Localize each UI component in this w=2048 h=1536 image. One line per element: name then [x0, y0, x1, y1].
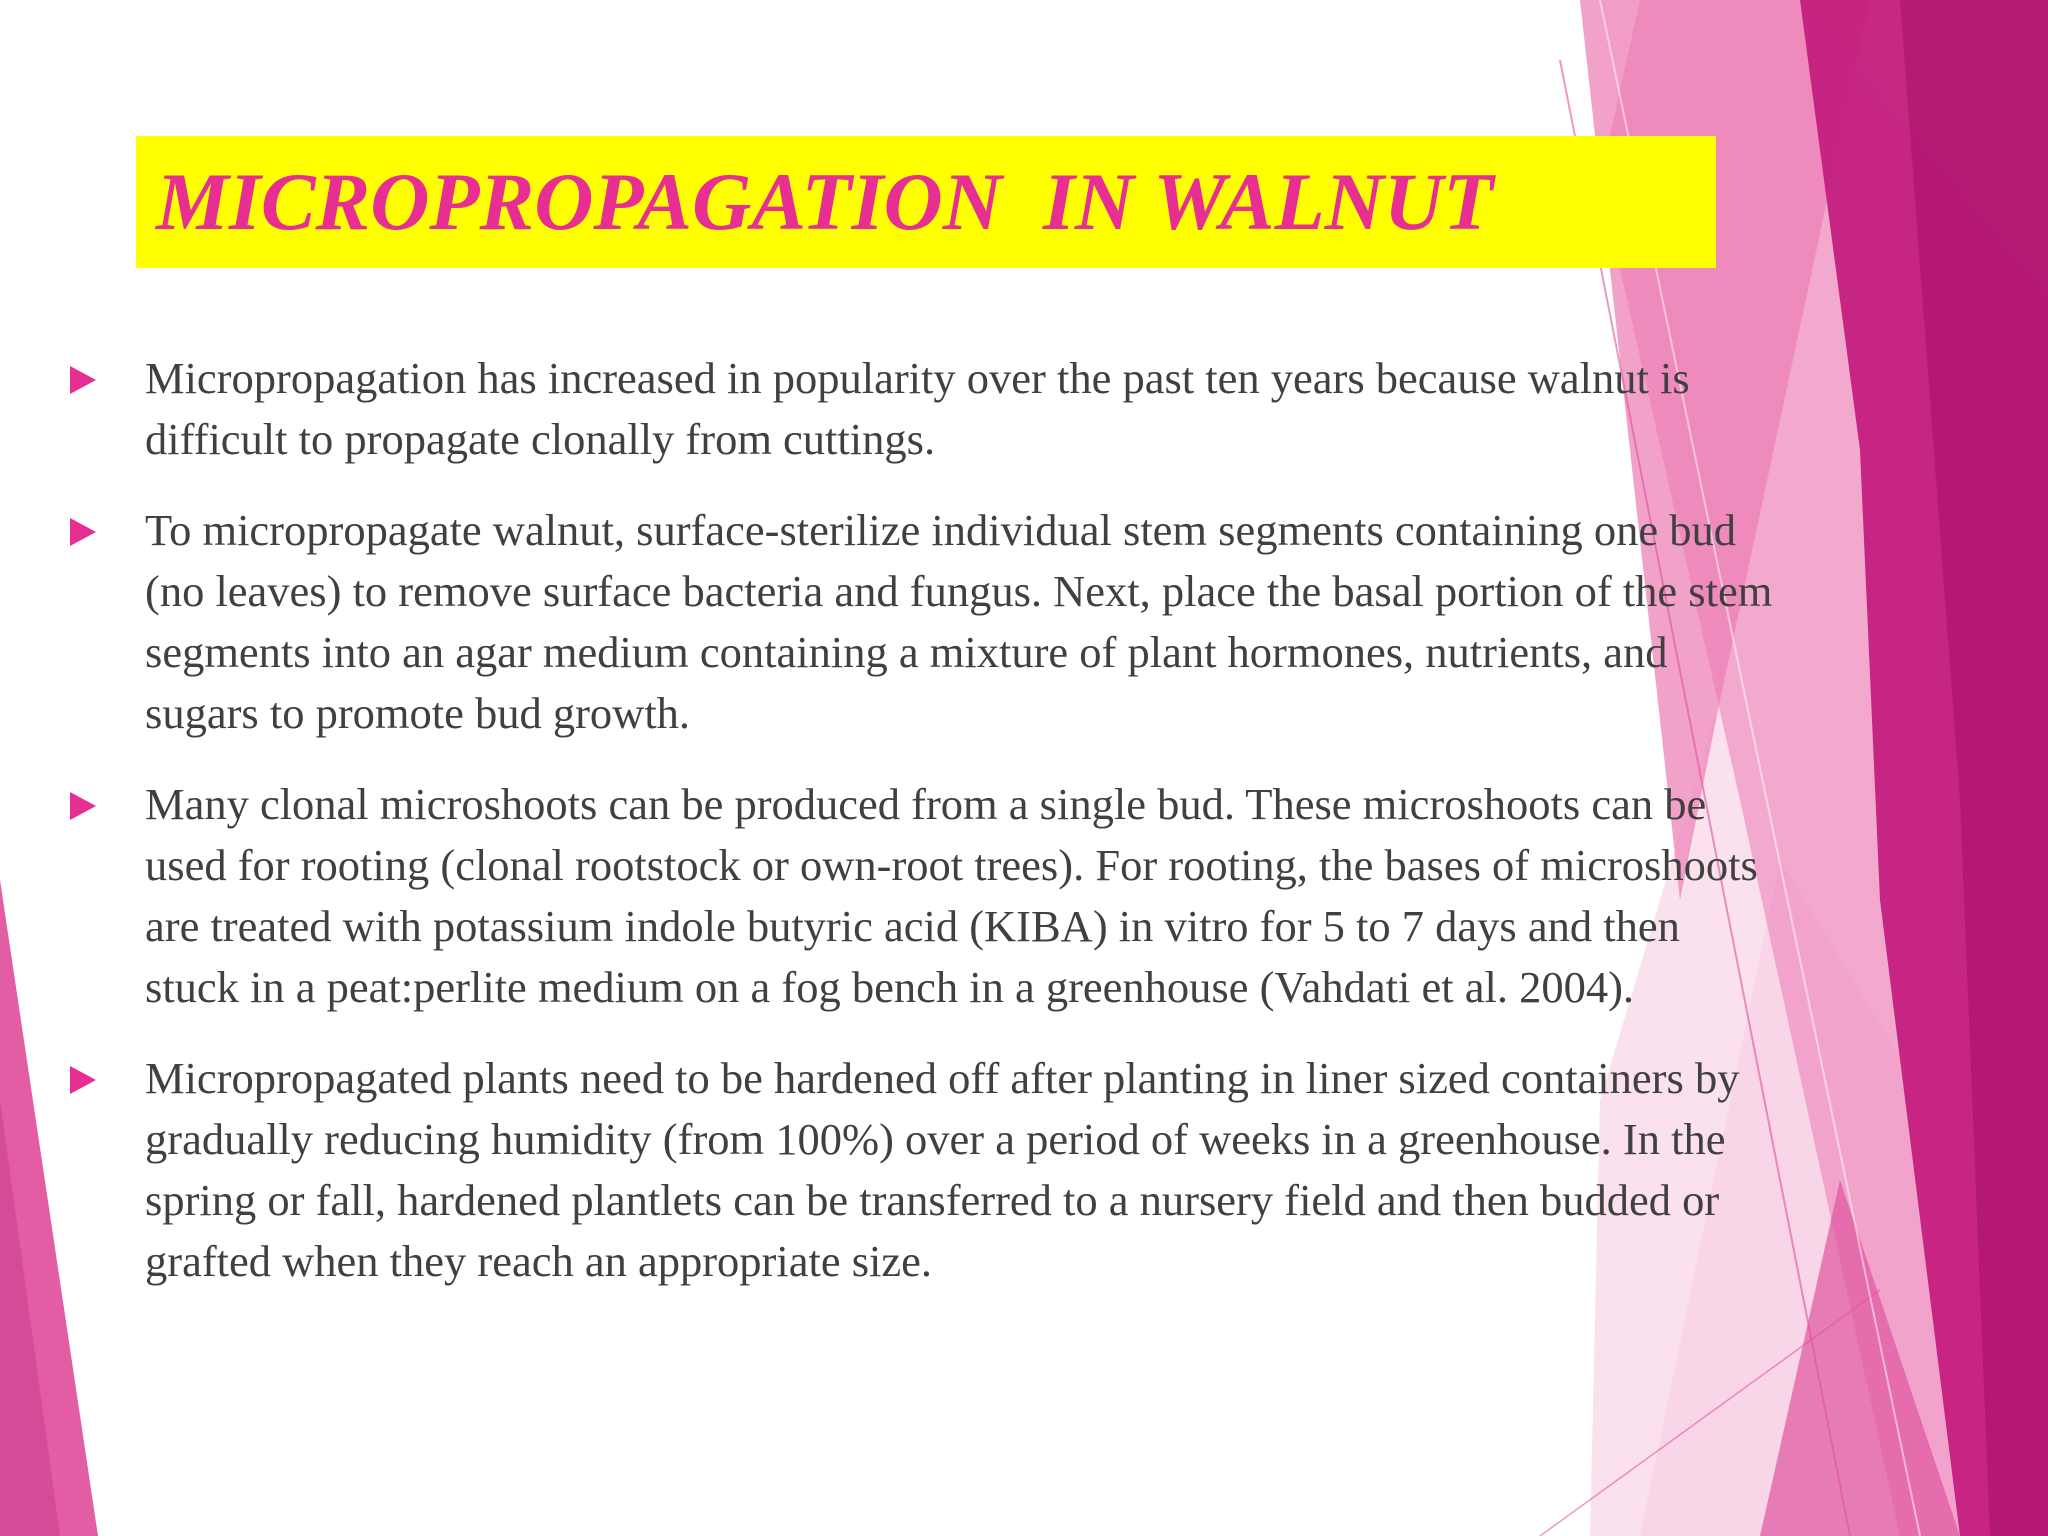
bullet-text: Micropropagation has increased in popularity over the past ten years because walnut is difficult to propagate clonally from cuttings.	[145, 353, 1690, 464]
bullet-text: Many clonal microshoots can be produced from a single bud. These microshoots can be used for rooting (clonal rootstock or own-root trees). For rooting, the bases of microshoots are treated with potassium indole butyric acid (KIBA) in vitro for 5 to 7 days and then stuck in a peat:perlite medium on a fog bench in a greenhouse (Vahdati et al. 2004).	[145, 779, 1758, 1012]
bullet-text: Micropropagated plants need to be hardened off after planting in liner sized containers by gradually reducing humidity (from 100%) over a period of weeks in a greenhouse. In the spring or fall, hardened plantlets can be transferred to a nursery field and then budded or grafted when they reach an appropriate size.	[145, 1053, 1740, 1286]
triangle-right-icon	[70, 792, 96, 820]
bullet-text: To micropropagate walnut, surface-sterilize individual stem segments containing one bud (no leaves) to remove surface bacteria and fungus. Next, place the basal portion of the stem segments into an agar medium containing a mixture of plant hormones, nutrients, and sugars to promote bud growth.	[145, 505, 1773, 738]
triangle-right-icon	[70, 518, 96, 546]
slide-title: MICROPROPAGATION IN WALNUT	[156, 156, 1494, 247]
triangle-right-icon	[70, 366, 96, 394]
triangle-right-icon	[70, 1066, 96, 1094]
